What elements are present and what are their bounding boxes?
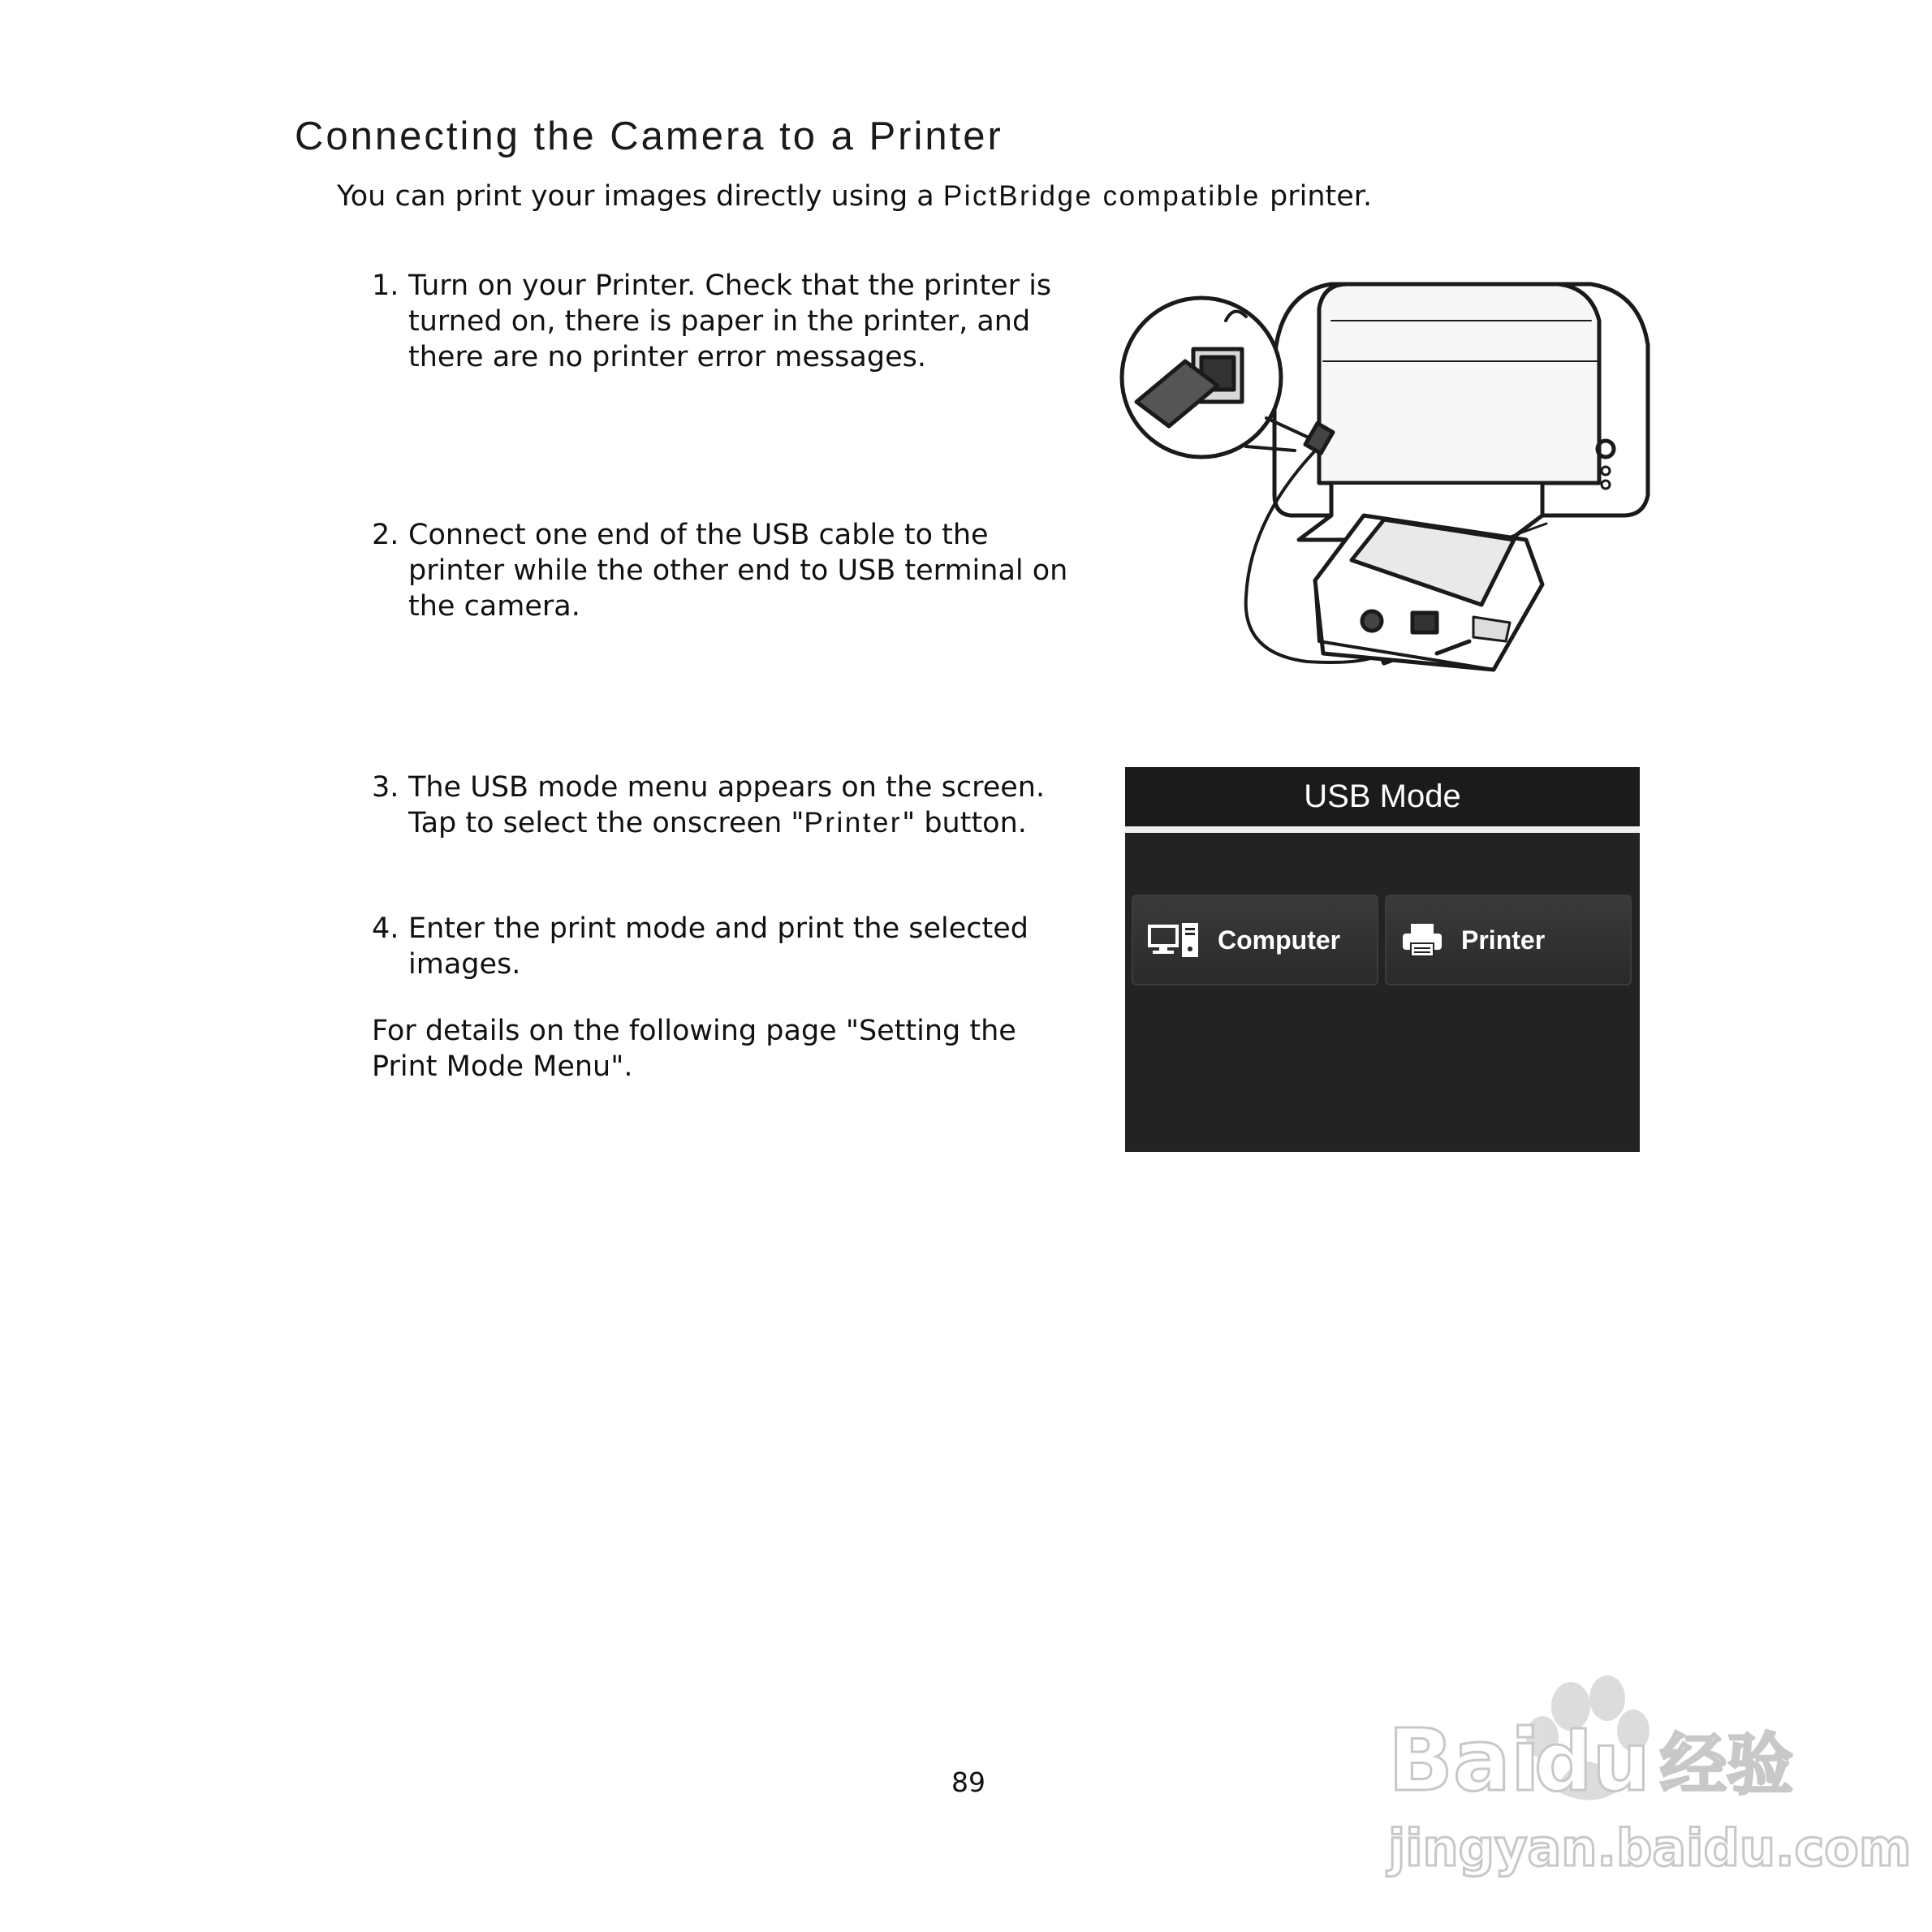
baidu-watermark-logo	[1372, 1648, 1912, 1891]
computer-button-label: Computer	[1218, 925, 1341, 955]
step-2	[372, 517, 1086, 624]
usb-mode-title: USB Mode	[1125, 767, 1640, 826]
svg-text:Bai: Bai	[1388, 1711, 1540, 1810]
pictbridge-term: PictBridge compatible	[942, 180, 1261, 212]
usb-mode-screen	[1125, 767, 1640, 1152]
printer-button[interactable]	[1385, 895, 1632, 985]
page-number: 89	[951, 1766, 985, 1798]
note-text: For details on the following page "Setting the Print Mode Menu".	[372, 1015, 1016, 1083]
svg-text:du: du	[1534, 1714, 1650, 1809]
step-number: 1.	[372, 270, 399, 302]
step-text: Turn on your Printer. Check that the printer is turned on, there is paper in the printer, and there are no printer error messages.	[408, 270, 1052, 373]
svg-text:经验: 经验	[1660, 1727, 1794, 1804]
page-title: Connecting the Camera to a Printer	[295, 114, 1003, 158]
intro-prefix: You can print your images directly using a	[337, 180, 943, 213]
step-1	[372, 268, 1086, 375]
step-3-suffix: " button.	[902, 807, 1027, 839]
usb-mode-divider	[1125, 826, 1640, 833]
step-3-prefix: The USB mode menu appears on the screen. Tap to select the onscreen "	[408, 771, 1046, 839]
intro-suffix: printer.	[1260, 180, 1373, 213]
printer-icon	[1401, 922, 1443, 958]
computer-icon	[1148, 921, 1200, 959]
printer-term: Printer	[804, 807, 903, 839]
svg-text:jingyan.baidu.com: jingyan.baidu.com	[1388, 1818, 1912, 1878]
step-3	[372, 770, 1086, 841]
printer-camera-illustration	[1104, 272, 1664, 710]
computer-button[interactable]	[1132, 895, 1378, 985]
step-text: Enter the print mode and print the selected images.	[408, 912, 1029, 981]
step-text	[408, 770, 1086, 841]
step-4	[372, 911, 1086, 982]
step-number: 3.	[372, 771, 399, 804]
printer-button-label: Printer	[1461, 925, 1546, 955]
step-number: 2.	[372, 519, 399, 551]
step-text: Connect one end of the USB cable to the printer while the other end to USB terminal on the camera.	[408, 519, 1068, 623]
step-number: 4.	[372, 912, 399, 945]
intro-paragraph	[337, 180, 1372, 213]
